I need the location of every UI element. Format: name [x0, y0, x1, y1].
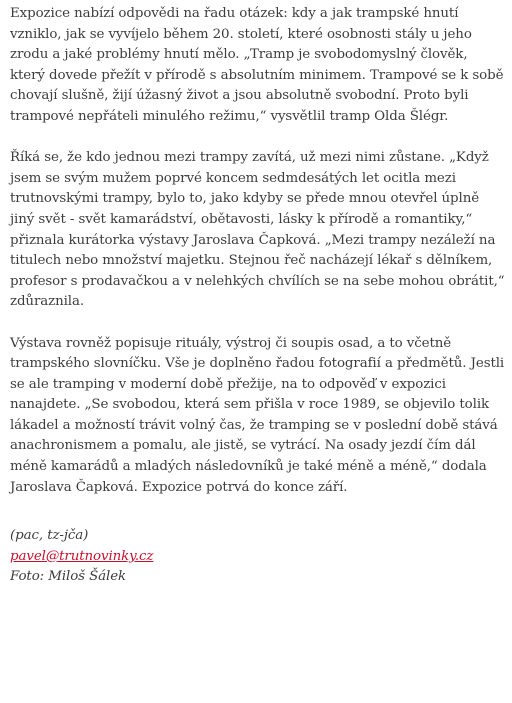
author-email-row [10, 547, 506, 568]
article-paragraph-2: Říká se, že kdo jednou mezi trampy zavítá, už mezi nimi zůstane. „Když jsem se svým mužem poprvé koncem sedmdesátých let ocitla mezi trutnovskými trampy, bylo to, jako kdyby se přede mnou otevřel úplně jiný svět - svět kamarádství, obětavosti, lásky k přírodě a romantiky,“ přiznala kurátorka výstavy Jaroslava Čapková. „Mezi trampy nezáleží na titulech nebo množství majetku. Stejnou řeč nacházejí lékař s dělníkem, profesor s prodavačkou a v nelehkých chvílích se na sebe mohou obrátit,“ zdůraznila. [10, 150, 505, 310]
article-paragraph-1: Expozice nabízí odpovědi na řadu otázek: kdy a jak trampské hnutí vzniklo, jak se vyvíjelo během 20. století, které osobnosti stály u jeho zrodu a jaké problémy hnutí mělo. „Tramp je svobodomyslný člověk, který dovede přežít v přírodě s absolutním minimem. Trampové se k sobě chovají slušně, žijí úžasný život a jsou absolutně svobodní. Proto byli trampové nepřáteli minulého režimu,“ vysvětlil tramp Olda Šlégr. [10, 6, 504, 124]
author-email-link[interactable]: pavel@trutnovinky.cz [10, 548, 154, 564]
article-paragraph-3: Výstava rovněž popisuje rituály, výstroj či soupis osad, a to včetně trampského slovníčku. Vše je doplněno řadou fotografií a předmětů. Jestli se ale tramping v moderní době přežije, na to odpověď v expozici nanajdete. „Se svobodou, která sem přišla v roce 1989, se objevilo tolik lákadel a možností trávit volný čas, že tramping se v poslední době stává anachronismem a pomalu, ale jistě, se vytrácí. Na osady jezdí čím dál méně kamarádů a mladých následovníků je také méně a méně,“ dodala Jaroslava Čapková. Expozice potrvá do konce září. [10, 335, 505, 495]
photo-credit: Foto: Miloš Šálek [10, 569, 127, 585]
article-body [10, 4, 506, 588]
article-signature [10, 526, 506, 588]
author-initials: (pac, tz-jča) [10, 528, 89, 544]
